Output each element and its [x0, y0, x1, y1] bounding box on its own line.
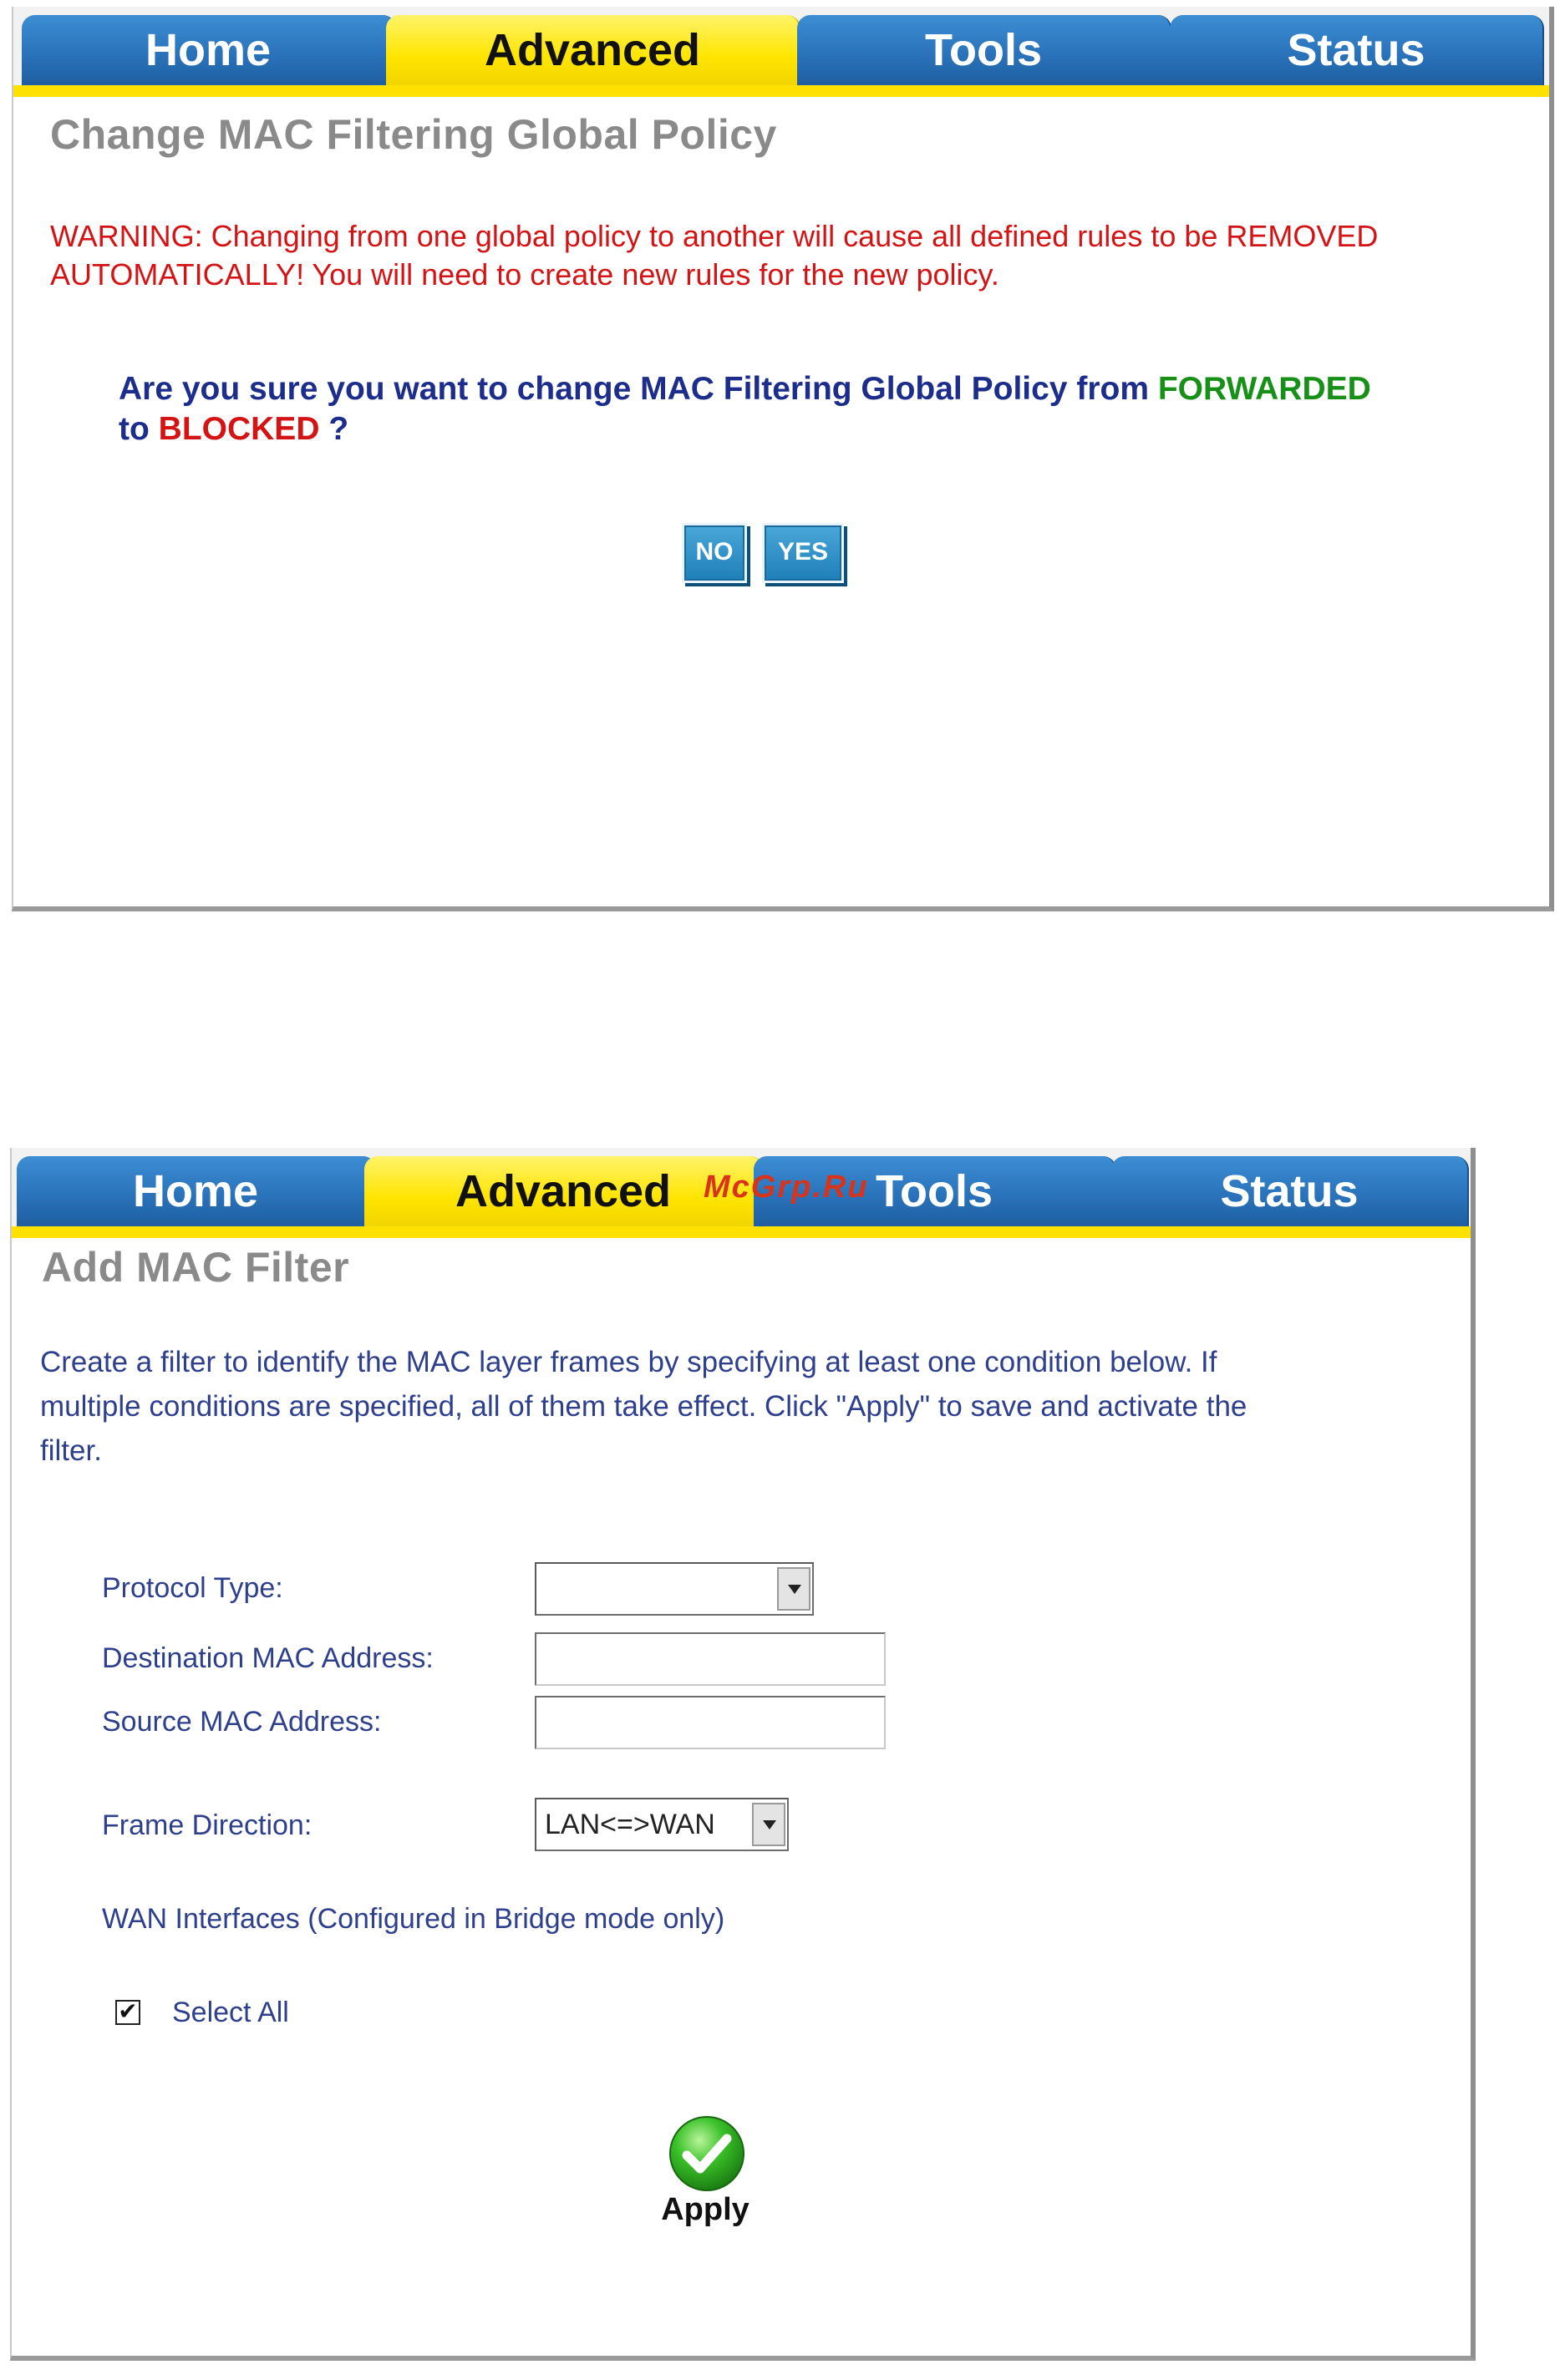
question-line-1: [119, 369, 1456, 409]
checkmark-icon: [667, 2115, 747, 2192]
protocol-type-select[interactable]: [535, 1562, 814, 1616]
question-suffix: ?: [328, 411, 349, 447]
tab-status[interactable]: [1170, 15, 1544, 85]
warning-line-2: AUTOMATICALLY! You will need to create new rules for the new policy.: [50, 257, 999, 292]
tab-advanced-2-label: Advanced: [455, 1166, 672, 1216]
policy-from: FORWARDED: [1157, 371, 1371, 407]
dest-mac-label: Destination MAC Address:: [102, 1642, 434, 1674]
tab-tools-label: Tools: [925, 25, 1042, 75]
tab-underline-2: [12, 1226, 1471, 1238]
tab-home-label: Home: [145, 25, 272, 75]
add-mac-filter-panel: [10, 1148, 1476, 2361]
policy-to: BLOCKED: [158, 411, 320, 447]
frame-direction-label: Frame Direction:: [102, 1809, 312, 1841]
policy-panel: [12, 7, 1554, 911]
tab-home[interactable]: [22, 15, 396, 85]
tab-tools-2-label: Tools: [876, 1166, 993, 1216]
description-line-1: Create a filter to identify the MAC layer frames by specifying at least one condition below. If: [40, 1346, 1217, 1378]
tab-advanced[interactable]: [386, 15, 800, 85]
warning-line-1: WARNING: Changing from one global policy to another will cause all defined rules to be REMOVED: [50, 219, 1379, 253]
watermark-text: McGrp.Ru: [704, 1170, 869, 1205]
apply-button[interactable]: [655, 2115, 755, 2232]
tab-home-2-label: Home: [132, 1166, 259, 1216]
frame-direction-select[interactable]: [535, 1798, 789, 1851]
tab-status-2[interactable]: [1111, 1156, 1469, 1226]
tab-advanced-label: Advanced: [484, 25, 701, 75]
dest-mac-input[interactable]: [535, 1632, 886, 1686]
question-to-word: to: [119, 411, 150, 447]
chevron-down-icon[interactable]: [752, 1803, 785, 1846]
confirm-question: [119, 369, 1456, 449]
select-all-label: Select All: [172, 1997, 289, 2028]
src-mac-label: Source MAC Address:: [102, 1706, 382, 1738]
apply-label: Apply: [661, 2192, 749, 2227]
tab-underline: [13, 85, 1549, 97]
description-line-2: multiple conditions are specified, all of them take effect. Click "Apply" to save and activate the: [40, 1390, 1247, 1423]
tab-status-label: Status: [1287, 25, 1425, 75]
protocol-type-label: Protocol Type:: [102, 1572, 283, 1604]
select-all-checkbox[interactable]: ✔: [115, 2000, 140, 2025]
yes-button[interactable]: YES: [762, 523, 844, 583]
tab-tools[interactable]: [797, 15, 1171, 85]
tab-bar: [13, 7, 1549, 90]
question-line-2: [119, 409, 1456, 449]
chevron-down-icon[interactable]: [777, 1567, 810, 1611]
frame-direction-value: LAN<=>WAN: [545, 1809, 715, 1840]
page-title-2: Add MAC Filter: [42, 1244, 350, 1291]
tab-status-2-label: Status: [1220, 1166, 1359, 1216]
tab-home-2[interactable]: [17, 1156, 376, 1226]
description-line-3: filter.: [40, 1434, 102, 1467]
question-prefix: Are you sure you want to change MAC Filtering Global Policy from: [119, 371, 1149, 407]
page-title: Change MAC Filtering Global Policy: [50, 111, 777, 158]
no-button[interactable]: NO: [682, 523, 747, 583]
src-mac-input[interactable]: [535, 1696, 886, 1749]
filter-description: [40, 1340, 1377, 1473]
wan-interfaces-label: WAN Interfaces (Configured in Bridge mode only): [102, 1903, 725, 1935]
warning-text: [50, 217, 1471, 294]
